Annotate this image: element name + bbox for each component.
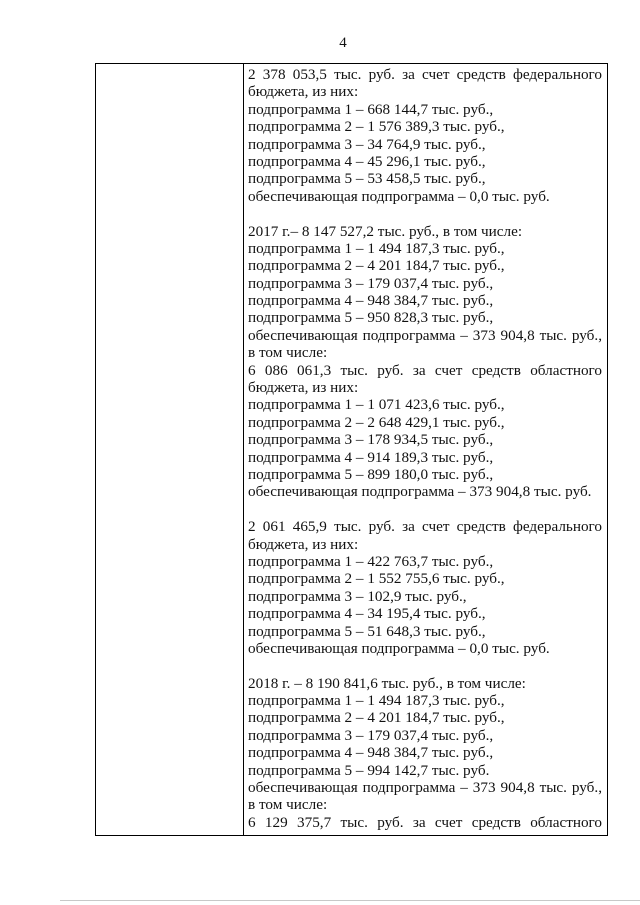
subprogram-line: подпрограмма 3 – 102,9 тыс. руб., [248, 587, 467, 605]
support-subprogram-line: обеспечивающая подпрограмма – 373 904,8 тыс. руб., [248, 326, 602, 344]
subprogram-line: подпрограмма 5 – 950 828,3 тыс. руб., [248, 309, 494, 327]
funding-source-continuation: бюджета, из них: [248, 83, 359, 101]
subprogram-line: подпрограмма 5 – 51 648,3 тыс. руб., [248, 622, 486, 640]
including-line: в том числе: [248, 344, 328, 362]
year-block-2017 [248, 223, 602, 501]
subprogram-line: подпрограмма 1 – 1 494 187,3 тыс. руб., [248, 239, 505, 257]
subprogram-line: подпрограмма 3 – 34 764,9 тыс. руб., [248, 135, 486, 153]
subprogram-line: подпрограмма 2 – 2 648 429,1 тыс. руб., [248, 413, 505, 431]
funding-source-line: 2 061 465,9 тыс. руб. за счет средств федерального [248, 518, 602, 536]
table-right-cell [244, 64, 607, 835]
subprogram-line: подпрограмма 3 – 179 037,4 тыс. руб., [248, 726, 494, 744]
subprogram-line: подпрограмма 1 – 422 763,7 тыс. руб., [248, 552, 494, 570]
federal-budget-block-2017 [248, 518, 602, 657]
federal-budget-block-2016 [248, 66, 602, 205]
scan-edge-line [60, 900, 640, 901]
funding-source-line: 6 129 375,7 тыс. руб. за счет средств областного [248, 813, 602, 831]
subprogram-line: подпрограмма 3 – 179 037,4 тыс. руб., [248, 274, 494, 292]
including-line: в том числе: [248, 796, 328, 814]
subprogram-line: подпрограмма 1 – 1 494 187,3 тыс. руб., [248, 692, 505, 710]
support-subprogram-line: обеспечивающая подпрограмма – 0,0 тыс. руб. [248, 187, 550, 205]
table-left-cell [96, 64, 244, 835]
subprogram-line: подпрограмма 5 – 994 142,7 тыс. руб. [248, 761, 490, 779]
year-total-line: 2018 г. – 8 190 841,6 тыс. руб., в том числе: [248, 674, 526, 692]
funding-source-continuation: бюджета, из них: [248, 535, 359, 553]
subprogram-line: подпрограмма 5 – 53 458,5 тыс. руб., [248, 170, 486, 188]
subprogram-line: подпрограмма 2 – 1 552 755,6 тыс. руб., [248, 570, 505, 588]
subprogram-line: подпрограмма 4 – 948 384,7 тыс. руб., [248, 744, 494, 762]
subprogram-line: подпрограмма 1 – 1 071 423,6 тыс. руб., [248, 396, 505, 414]
subprogram-line: подпрограмма 5 – 899 180,0 тыс. руб., [248, 465, 494, 483]
funding-table [95, 63, 608, 836]
subprogram-line: подпрограмма 4 – 948 384,7 тыс. руб., [248, 292, 494, 310]
subprogram-line: подпрограмма 4 – 914 189,3 тыс. руб., [248, 448, 494, 466]
support-subprogram-line: обеспечивающая подпрограмма – 0,0 тыс. руб. [248, 639, 550, 657]
year-total-line: 2017 г.– 8 147 527,2 тыс. руб., в том числе: [248, 222, 523, 240]
year-block-2018 [248, 675, 602, 832]
subprogram-line: подпрограмма 4 – 45 296,1 тыс. руб., [248, 152, 486, 170]
subprogram-line: подпрограмма 1 – 668 144,7 тыс. руб., [248, 100, 494, 118]
subprogram-line: подпрограмма 3 – 178 934,5 тыс. руб., [248, 431, 494, 449]
page-number: 4 [339, 35, 347, 51]
funding-source-line: 2 378 053,5 тыс. руб. за счет средств федерального [248, 66, 602, 83]
subprogram-line: подпрограмма 2 – 1 576 389,3 тыс. руб., [248, 118, 505, 136]
funding-source-line: 6 086 061,3 тыс. руб. за счет средств областного [248, 361, 602, 379]
support-subprogram-line: обеспечивающая подпрограмма – 373 904,8 тыс. руб. [248, 483, 592, 501]
subprogram-line: подпрограмма 2 – 4 201 184,7 тыс. руб., [248, 709, 505, 727]
subprogram-line: подпрограмма 4 – 34 195,4 тыс. руб., [248, 605, 486, 623]
subprogram-line: подпрограмма 2 – 4 201 184,7 тыс. руб., [248, 257, 505, 275]
support-subprogram-line: обеспечивающая подпрограмма – 373 904,8 тыс. руб., [248, 779, 602, 797]
funding-source-continuation: бюджета, из них: [248, 379, 359, 397]
